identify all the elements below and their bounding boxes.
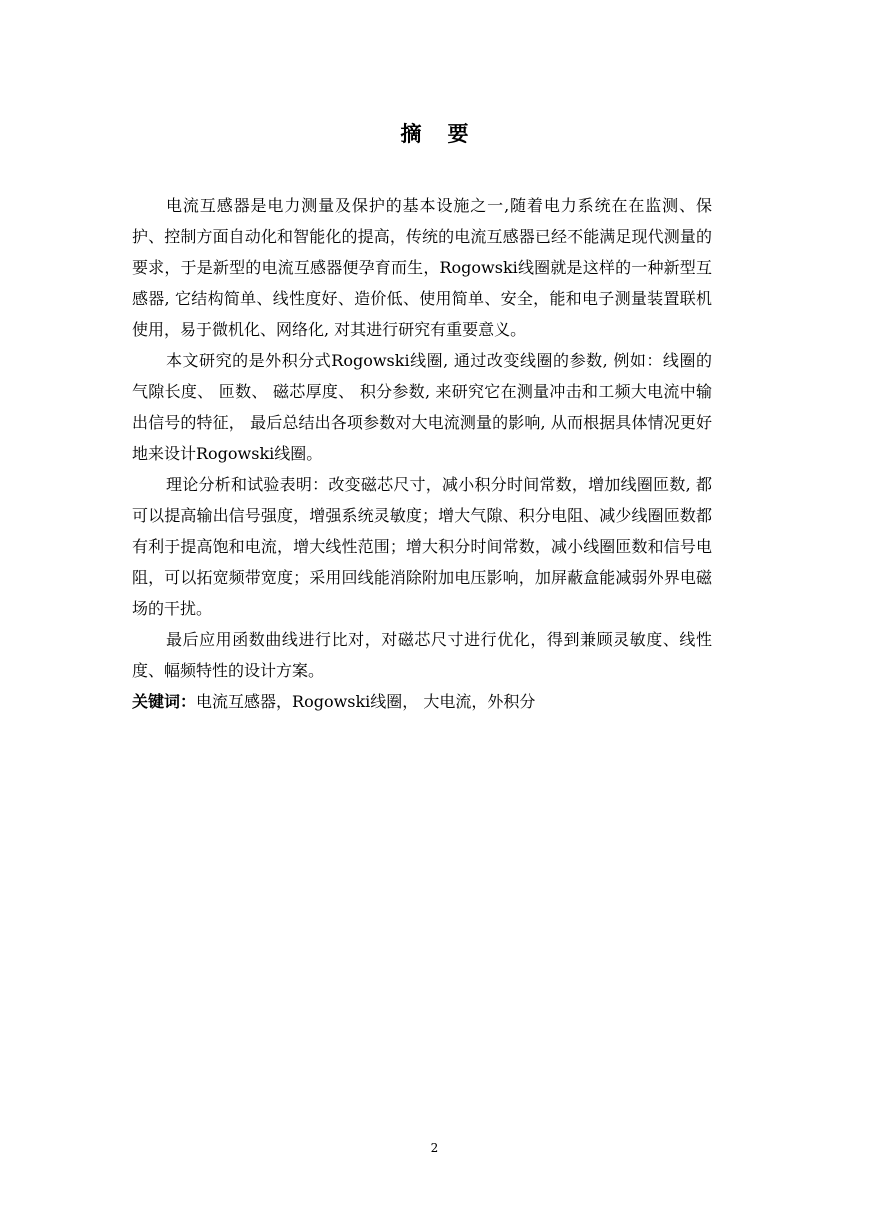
page-number: 2 — [430, 1141, 439, 1155]
paragraph-1: 电流互感器是电力测量及保护的基本设施之一,随着电力系统在在监测、保护、控制方面自动化和智能化的提高，传统的电流互感器已经不能满足现代测量的要求，于是新型的电流互感器便孕育而生，Rogowski线圈就是这样的一种新型互感器, 它结构简单、线性度好、造价低、使用简单、安全，能和电子测量装置联机使用，易于微机化、网络化, 对其进行研究有重要意义。 — [132, 196, 712, 339]
paragraph-3: 理论分析和试验表明：改变磁芯尺寸，减小积分时间常数，增加线圈匝数, 都可以提高输出信号强度，增强系统灵敏度；增大气隙、积分电阻、减少线圈匝数都有利于提高饱和电流，增大线性范围；增大积分时间常数，减小线圈匝数和信号电阻，可以拓宽频带宽度；采用回线能消除附加电压影响，加屏蔽盒能减弱外界电磁场的干扰。 — [132, 475, 712, 618]
keywords-text: 电流互感器，Rogowski线圈， 大电流，外积分 — [196, 692, 536, 711]
page-title: 摘要 — [400, 121, 495, 146]
paragraph-4: 最后应用函数曲线进行比对，对磁芯尺寸进行优化，得到兼顾灵敏度、线性度、幅频特性的设计方案。 — [132, 630, 712, 680]
abstract-body — [132, 190, 712, 717]
keywords-label: 关键词： — [132, 692, 197, 711]
paragraph-2: 本文研究的是外积分式Rogowski线圈, 通过改变线圈的参数, 例如：线圈的气隙长度、 匝数、 磁芯厚度、 积分参数, 来研究它在测量冲击和工频大电流中输出信号的特征， 最后总结出各项参数对大电流测量的影响, 从而根据具体情况更好地来设计Rogowski线圈。 — [132, 351, 712, 463]
keywords-line — [132, 686, 712, 717]
